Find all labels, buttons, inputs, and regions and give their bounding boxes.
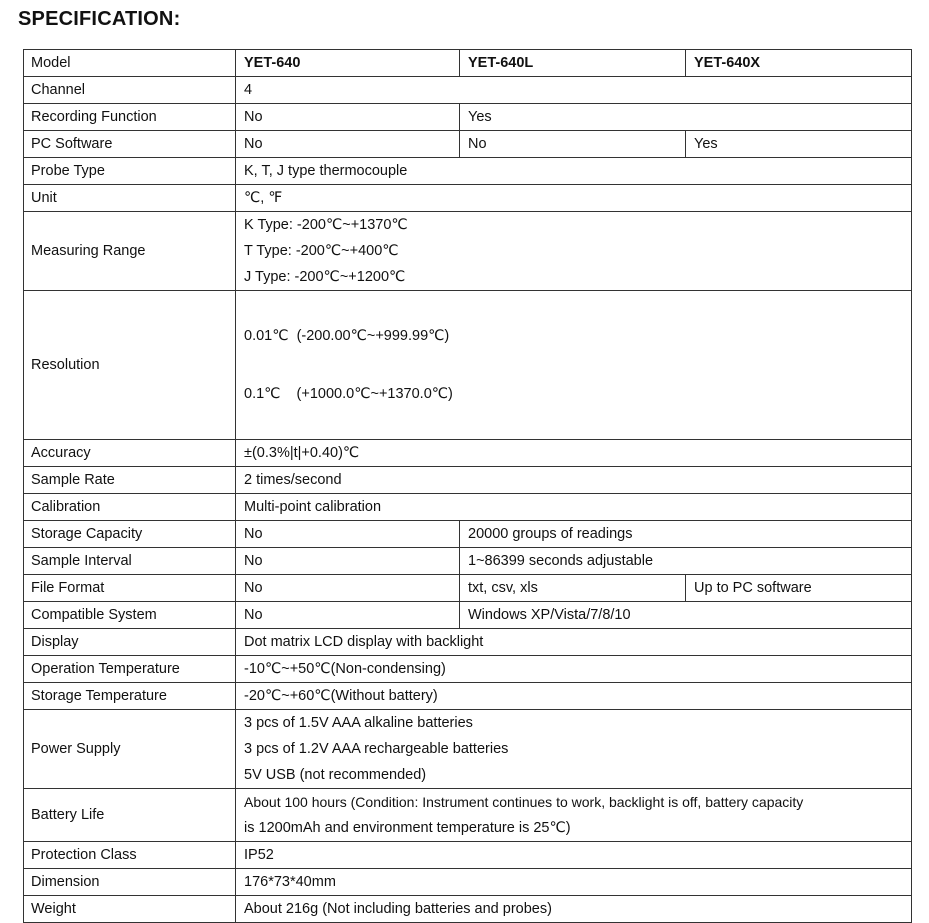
table-row-file-format: [24, 575, 912, 602]
row-label: PC Software: [24, 131, 236, 158]
row-label: Operation Temperature: [24, 656, 236, 683]
table-row-model: [24, 50, 912, 77]
row-label: Protection Class: [24, 842, 236, 869]
row-label: Power Supply: [24, 710, 236, 789]
model-yet-640l: YET-640L: [460, 50, 686, 77]
value-yet-640l-640x: 1~86399 seconds adjustable: [460, 548, 912, 575]
specification-table: [23, 49, 912, 923]
row-value: -10℃~+50℃(Non-condensing): [236, 656, 912, 683]
table-row-channel: [24, 77, 912, 104]
range-j-type: J Type: -200℃~+1200℃: [244, 269, 406, 285]
row-label: Accuracy: [24, 440, 236, 467]
table-row-power-supply: [24, 710, 912, 789]
value-yet-640: No: [236, 602, 460, 629]
table-row-display: [24, 629, 912, 656]
row-value: -20℃~+60℃(Without battery): [236, 683, 912, 710]
table-row-weight: [24, 896, 912, 923]
battery-line-1: About 100 hours (Condition: Instrument continues to work, backlight is off, battery capacity: [244, 794, 804, 810]
row-label: Model: [24, 50, 236, 77]
row-value: [236, 291, 912, 440]
table-row-storage-temperature: [24, 683, 912, 710]
row-value: Dot matrix LCD display with backlight: [236, 629, 912, 656]
model-yet-640: YET-640: [236, 50, 460, 77]
row-label: Unit: [24, 185, 236, 212]
row-label: Recording Function: [24, 104, 236, 131]
row-value: 4: [236, 77, 912, 104]
row-value: Multi-point calibration: [236, 494, 912, 521]
power-line-3: 5V USB (not recommended): [244, 767, 427, 783]
table-row-resolution: [24, 291, 912, 440]
row-label: Sample Interval: [24, 548, 236, 575]
value-yet-640x: Yes: [686, 131, 912, 158]
table-row-accuracy: [24, 440, 912, 467]
resolution-line-1: 0.01℃ (-200.00℃~+999.99℃): [244, 328, 450, 344]
row-value: [236, 212, 912, 291]
row-label: File Format: [24, 575, 236, 602]
value-yet-640x: Up to PC software: [686, 575, 912, 602]
row-label: Storage Capacity: [24, 521, 236, 548]
range-t-type: T Type: -200℃~+400℃: [244, 243, 399, 259]
table-row-recording-function: [24, 104, 912, 131]
row-value: ±(0.3%|t|+0.40)℃: [236, 440, 912, 467]
power-line-1: 3 pcs of 1.5V AAA alkaline batteries: [244, 715, 473, 731]
value-yet-640: No: [236, 521, 460, 548]
table-row-pc-software: [24, 131, 912, 158]
value-yet-640l-640x: Windows XP/Vista/7/8/10: [460, 602, 912, 629]
row-value: 2 times/second: [236, 467, 912, 494]
table-row-operation-temperature: [24, 656, 912, 683]
row-label: Compatible System: [24, 602, 236, 629]
row-label: Battery Life: [24, 789, 236, 842]
table-row-unit: [24, 185, 912, 212]
row-value: 176*73*40mm: [236, 869, 912, 896]
battery-line-2: is 1200mAh and environment temperature is 25℃): [244, 820, 571, 836]
row-label: Display: [24, 629, 236, 656]
value-yet-640: No: [236, 575, 460, 602]
value-yet-640l: No: [460, 131, 686, 158]
row-value: K, T, J type thermocouple: [236, 158, 912, 185]
value-yet-640: No: [236, 104, 460, 131]
row-label: Sample Rate: [24, 467, 236, 494]
row-value: [236, 789, 912, 842]
row-label: Channel: [24, 77, 236, 104]
value-yet-640l-640x: 20000 groups of readings: [460, 521, 912, 548]
row-label: Resolution: [24, 291, 236, 440]
table-row-compatible-system: [24, 602, 912, 629]
value-yet-640l: txt, csv, xls: [460, 575, 686, 602]
row-label: Measuring Range: [24, 212, 236, 291]
row-label: Dimension: [24, 869, 236, 896]
range-k-type: K Type: -200℃~+1370℃: [244, 217, 408, 233]
table-row-measuring-range: [24, 212, 912, 291]
row-label: Calibration: [24, 494, 236, 521]
table-row-dimension: [24, 869, 912, 896]
row-value: IP52: [236, 842, 912, 869]
value-yet-640l-640x: Yes: [460, 104, 912, 131]
table-row-protection-class: [24, 842, 912, 869]
table-row-sample-rate: [24, 467, 912, 494]
row-label: Weight: [24, 896, 236, 923]
page-title: SPECIFICATION:: [18, 8, 181, 30]
row-value: ℃, ℉: [236, 185, 912, 212]
table-row-battery-life: [24, 789, 912, 842]
table-row-sample-interval: [24, 548, 912, 575]
row-value: [236, 710, 912, 789]
model-yet-640x: YET-640X: [686, 50, 912, 77]
table-row-calibration: [24, 494, 912, 521]
power-line-2: 3 pcs of 1.2V AAA rechargeable batteries: [244, 741, 509, 757]
resolution-line-2: 0.1℃ (+1000.0℃~+1370.0℃): [244, 386, 453, 402]
value-yet-640: No: [236, 131, 460, 158]
value-yet-640: No: [236, 548, 460, 575]
table-row-probe-type: [24, 158, 912, 185]
table-row-storage-capacity: [24, 521, 912, 548]
row-value: About 216g (Not including batteries and probes): [236, 896, 912, 923]
row-label: Storage Temperature: [24, 683, 236, 710]
row-label: Probe Type: [24, 158, 236, 185]
